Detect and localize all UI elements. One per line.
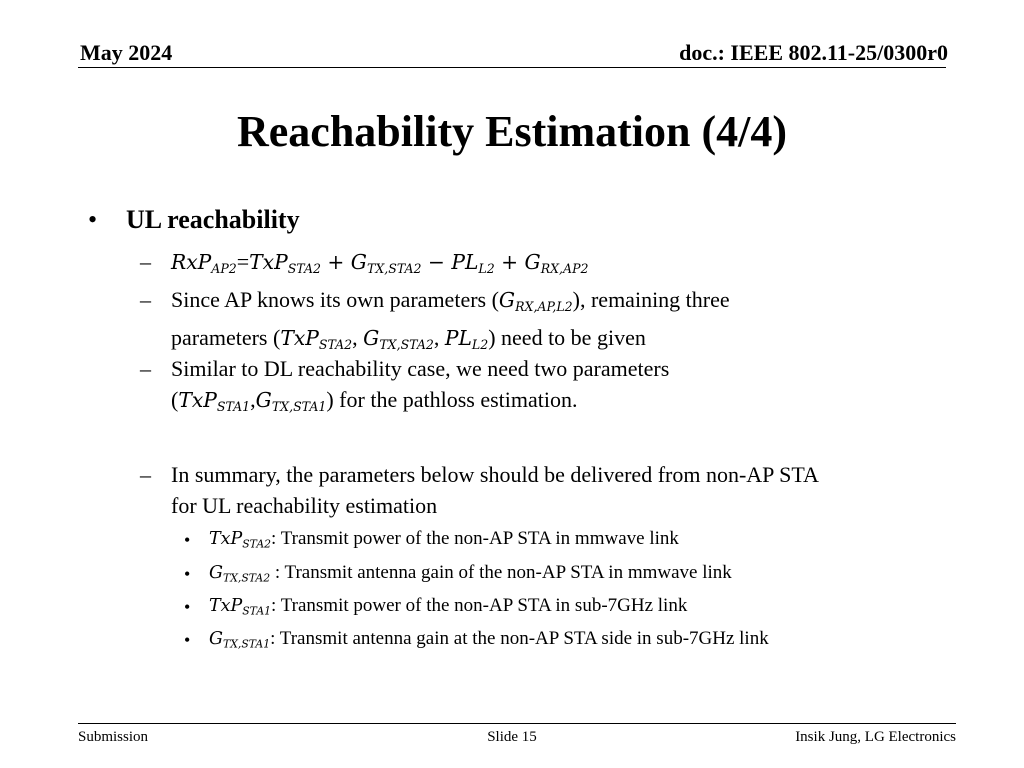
- sub-bullet-icon: •: [184, 564, 191, 584]
- param-item: $G_{TX,STA1}$: Transmit antenna gain at the non-AP STA side in sub-7GHz link: [209, 628, 769, 651]
- slide-number: Slide 15: [487, 729, 537, 745]
- header-doc-id: doc.: IEEE 802.11-25/0300r0: [679, 40, 948, 65]
- section-heading: UL reachability: [126, 205, 300, 234]
- list-item: Since AP knows its own parameters $(G_{RX,AP,L2})$, remaining three parameters (TxP$_{STA2}$, $G_{TX,STA2}$, $PL_{L2}$) need to be given: [171, 287, 730, 352]
- param-item: TxP$_{STA1}$: Transmit power of the non-AP STA in sub-7GHz link: [209, 595, 688, 618]
- sub-bullet-icon: •: [184, 530, 191, 550]
- sub-bullet-icon: •: [184, 630, 191, 650]
- header-date: May 2024: [80, 40, 173, 65]
- param-item: $G_{TX,STA2}$ : Transmit antenna gain of the non-AP STA in mmwave link: [209, 562, 732, 585]
- footer-author: Insik Jung, LG Electronics: [795, 729, 956, 745]
- footer-submission: Submission: [78, 729, 149, 745]
- header-divider: [78, 67, 946, 68]
- list-item: Similar to DL reachability case, we need two parameters $(TxP_{STA1},G_{TX,STA1})$ for the pathloss estimation.: [171, 356, 670, 414]
- list-item: In summary, the parameters below should be delivered from non-AP STA for UL reachability estimation: [171, 462, 819, 518]
- dash-icon: –: [140, 249, 151, 274]
- slide-title: Reachability Estimation (4/4): [237, 107, 787, 156]
- bullet-icon: •: [88, 205, 98, 234]
- dash-icon: –: [140, 356, 151, 381]
- dash-icon: –: [140, 462, 151, 487]
- equation-line: $RxP_{AP2}=TxP_{STA2} + G_{TX,STA2} - PL_{L2} + G_{RX,AP2}$: [171, 249, 589, 276]
- param-item: TxP$_{STA2}$: Transmit power of the non-AP STA in mmwave link: [209, 528, 679, 551]
- sub-bullet-icon: •: [184, 597, 191, 617]
- dash-icon: –: [140, 287, 151, 312]
- footer-divider: [78, 723, 956, 724]
